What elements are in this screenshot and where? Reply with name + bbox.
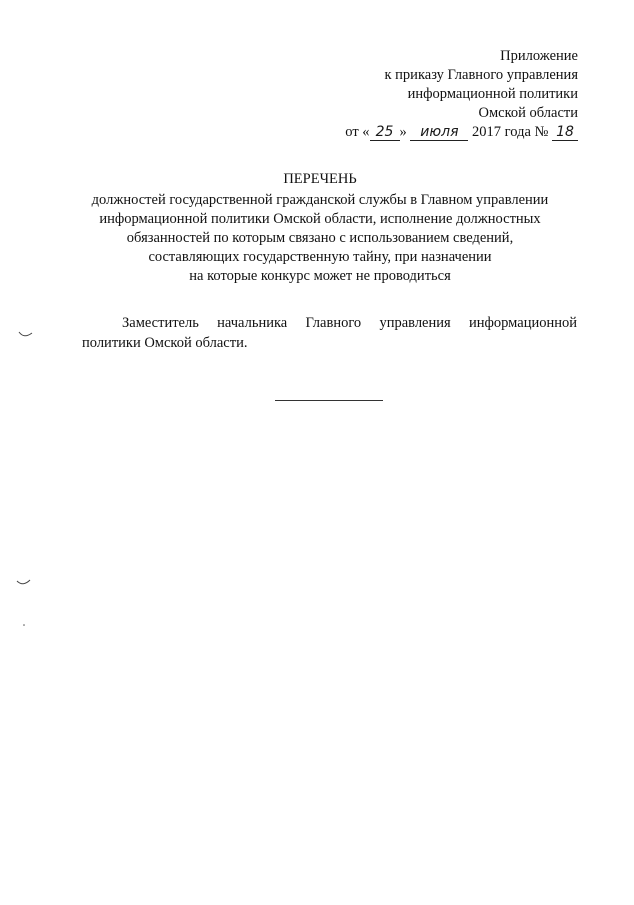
title-line: обязанностей по которым связано с использованием сведений, <box>126 230 514 246</box>
position-paragraph: Заместитель начальника Главного управления информационной политики Омской области. <box>82 315 577 351</box>
title-line: составляющих государственную тайну, при назначении <box>148 249 492 265</box>
closing-rule <box>275 400 383 401</box>
appendix-label: Приложение <box>500 48 578 64</box>
date-prefix: от « <box>345 124 370 140</box>
appendix-date-line <box>345 123 578 142</box>
appendix-department: информационной политики <box>407 86 578 102</box>
order-number-handwritten: 18 <box>552 124 578 141</box>
appendix-header <box>345 47 578 142</box>
date-close-quote: » <box>399 124 407 140</box>
appendix-order-ref: к приказу Главного управления <box>384 67 578 83</box>
appendix-region: Омской области <box>478 105 578 121</box>
list-heading: ПЕРЕЧЕНЬ <box>283 171 357 187</box>
date-day-handwritten: 25 <box>370 124 400 141</box>
date-month-handwritten: июля <box>410 124 468 141</box>
list-title-block <box>60 170 580 286</box>
margin-scan-mark <box>18 330 34 340</box>
title-line: на которые конкурс может не проводиться <box>189 268 451 284</box>
date-year-label: 2017 года № <box>472 124 549 140</box>
margin-scan-mark <box>16 578 32 588</box>
title-line: должностей государственной гражданской службы в Главном управлении <box>91 192 549 208</box>
title-line: информационной политики Омской области, исполнение должностных <box>99 211 541 227</box>
margin-dot-mark <box>20 620 36 630</box>
